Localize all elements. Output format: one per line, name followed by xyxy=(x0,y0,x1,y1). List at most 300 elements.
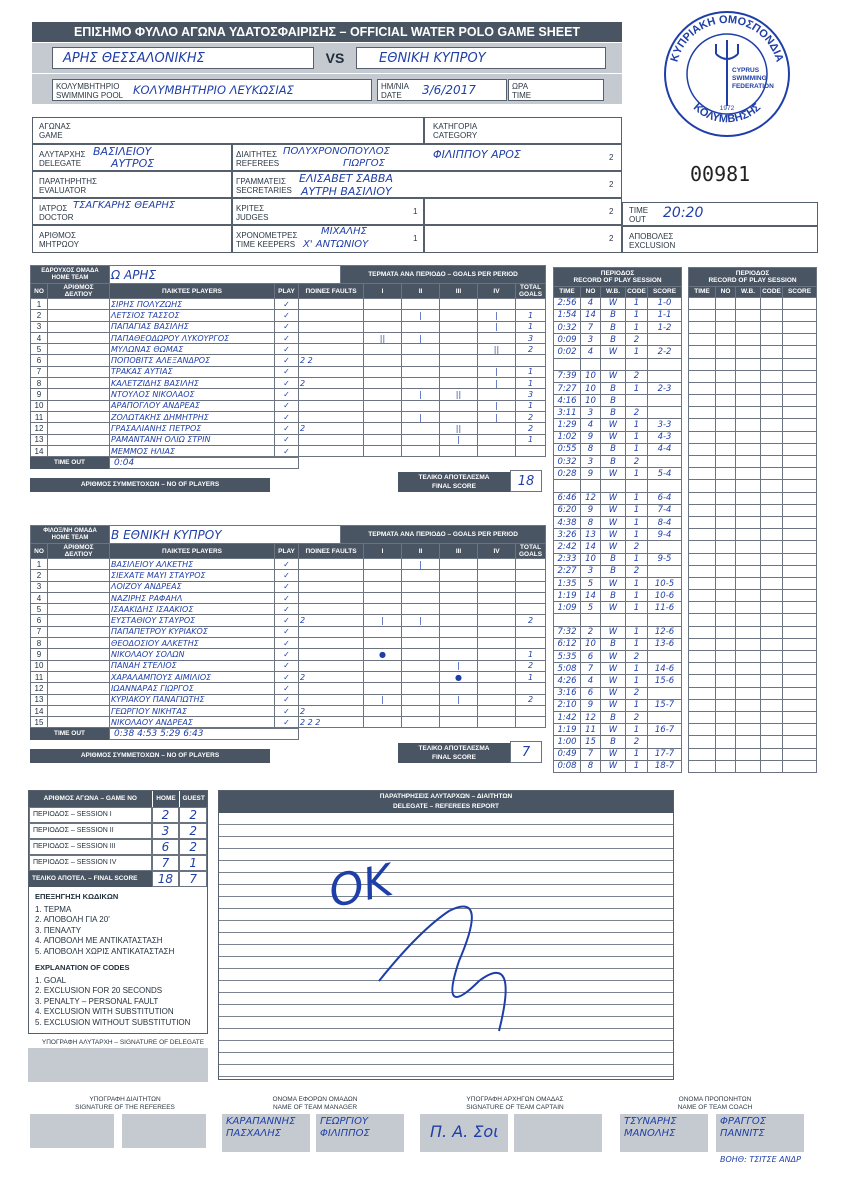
player-goals-p4 xyxy=(478,683,516,694)
record-row xyxy=(554,443,682,455)
player-goals-p4 xyxy=(478,626,516,637)
record-row-empty xyxy=(689,321,817,333)
player-play: ✓ xyxy=(275,310,299,321)
record-row-empty xyxy=(689,358,817,370)
player-name: ΠΟΠΟΒΙΤΣ ΑΛΕΞΑΝΔΡΟΣ xyxy=(110,355,275,366)
player-goals-p3 xyxy=(440,604,478,615)
record-cell: 7 xyxy=(581,748,601,760)
record-cell xyxy=(626,480,648,492)
record-row-empty xyxy=(689,687,817,699)
player-goals-p1 xyxy=(364,705,402,716)
player-play: ✓ xyxy=(275,626,299,637)
record-row xyxy=(554,334,682,346)
player-goals-p2: | xyxy=(402,332,440,343)
player-registry xyxy=(48,592,110,603)
record-cell: 1 xyxy=(626,468,648,480)
category-field: ΚΑΤΗΓΟΡΙΑ CATEGORY xyxy=(424,117,622,144)
player-goals-p3 xyxy=(440,705,478,716)
player-play: ✓ xyxy=(275,366,299,377)
player-goals-p2 xyxy=(402,683,440,694)
player-goals-p4 xyxy=(478,389,516,400)
player-total-goals xyxy=(516,355,546,366)
record-cell: 15-6 xyxy=(648,675,682,687)
judges-field: ΚΡΙΤΕΣ JUDGES 1 xyxy=(232,198,424,225)
player-play: ✓ xyxy=(275,581,299,592)
player-goals-p2 xyxy=(402,581,440,592)
record-cell: 1:09 xyxy=(554,602,581,614)
record-cell: 1:00 xyxy=(554,736,581,748)
record-cell: B xyxy=(601,395,626,407)
player-no: 7 xyxy=(31,626,48,637)
player-faults xyxy=(299,604,364,615)
guest-player-row xyxy=(31,683,546,694)
player-goals-p3 xyxy=(440,321,478,332)
record-cell: B xyxy=(601,638,626,650)
player-registry xyxy=(48,615,110,626)
player-goals-p4 xyxy=(478,581,516,592)
record-cell xyxy=(581,480,601,492)
player-play: ✓ xyxy=(275,660,299,671)
player-registry xyxy=(48,649,110,660)
goals-per-period-header: ΤΕΡΜΑΤΑ ΑΝΑ ΠΕΡΙΟΔΟ – GOALS PER PERIOD xyxy=(341,266,546,284)
guest-footer: TIME OUT 0:38 4:53 5:29 6:43 xyxy=(30,728,545,740)
record-cell: 2 xyxy=(626,456,648,468)
record-cell: W xyxy=(601,602,626,614)
record-row xyxy=(554,358,682,370)
record-cell: 2 xyxy=(581,626,601,638)
player-total-goals: 2 xyxy=(516,660,546,671)
player-goals-p3 xyxy=(440,626,478,637)
record-cell: 9-4 xyxy=(648,529,682,541)
player-total-goals xyxy=(516,683,546,694)
player-total-goals xyxy=(516,705,546,716)
player-registry xyxy=(48,299,110,310)
record-cell: 3 xyxy=(581,334,601,346)
player-play: ✓ xyxy=(275,705,299,716)
record-row-empty xyxy=(689,529,817,541)
player-total-goals xyxy=(516,299,546,310)
player-goals-p1: ● xyxy=(364,649,402,660)
guest-player-row xyxy=(31,592,546,603)
player-registry xyxy=(48,638,110,649)
record-cell: 0:32 xyxy=(554,321,581,333)
record-row-empty xyxy=(689,711,817,723)
record-row-empty xyxy=(689,480,817,492)
record-row xyxy=(554,480,682,492)
record-cell: 6-4 xyxy=(648,492,682,504)
record-cell: 1 xyxy=(626,443,648,455)
guest-team-name: ΕΘΝΙΚΗ ΚΥΠΡΟΥ xyxy=(356,47,606,69)
player-registry xyxy=(48,344,110,355)
player-goals-p4: | xyxy=(478,400,516,411)
record-cell: 3 xyxy=(581,407,601,419)
record-cell: 2 xyxy=(626,334,648,346)
player-total-goals: 3 xyxy=(516,389,546,400)
player-play: ✓ xyxy=(275,445,299,456)
guest-player-row xyxy=(31,671,546,682)
record-cell: 6 xyxy=(581,651,601,663)
player-goals-p4 xyxy=(478,434,516,445)
player-faults xyxy=(299,592,364,603)
home-player-row xyxy=(31,400,546,411)
record-row xyxy=(554,553,682,565)
record-row xyxy=(554,602,682,614)
player-total-goals: 1 xyxy=(516,310,546,321)
player-registry xyxy=(48,559,110,570)
player-no: 4 xyxy=(31,592,48,603)
home-team-name: ΑΡΗΣ ΘΕΣΣΑΛΟΝΙΚΗΣ xyxy=(52,47,314,69)
player-registry xyxy=(48,434,110,445)
record-cell: 1:19 xyxy=(554,590,581,602)
player-no: 14 xyxy=(31,705,48,716)
record-cell: W xyxy=(601,724,626,736)
record-row-empty xyxy=(689,614,817,626)
player-total-goals xyxy=(516,717,546,728)
player-goals-p3: | xyxy=(440,660,478,671)
player-goals-p3 xyxy=(440,355,478,366)
player-registry xyxy=(48,717,110,728)
record-row xyxy=(554,456,682,468)
logo-l2: SWIMMING xyxy=(732,75,767,82)
player-no: 3 xyxy=(31,581,48,592)
player-goals-p2 xyxy=(402,321,440,332)
record-cell: 8-4 xyxy=(648,516,682,528)
sheet-number: 00981 xyxy=(690,162,751,186)
record-cell: 5-4 xyxy=(648,468,682,480)
record-cell: B xyxy=(601,711,626,723)
record-row-empty xyxy=(689,590,817,602)
record-cell: 1 xyxy=(626,663,648,675)
record-cell: 1 xyxy=(626,553,648,565)
guest-team-table: ΦΙΛΟΞ/ΝΗ ΟΜΑΔΑ HOME TEAM Β ΕΘΝΙΚΗ ΚΥΠΡΟΥ ΤΕΡΜΑΤΑ ΑΝΑ ΠΕΡΙΟΔΟ – GOALS PER PERIOD ΝΟ ΑΡΙΘΜΟΣ ΔΕΛΤΙΟΥ ΠΑΙΚΤΕΣ PLAYERS PLAY ΠΟΙΝΕΣ FAULTS I II III IV TOTAL GOALS 1 ΒΑΣΙΛΕΙΟΥ ΑΛΚΕΤΗΣ ✓ | 2 ΣΙΕΧΑΤΕ ΜΑΥΙ ΣΤΑΥΡΟΣ ✓ 3 ΛΟΙΖΟΥ ΑΝΔΡΕΑΣ ✓ 4 ΝΑΖΙΡΗΣ ΡΑΦΑΗΛ ✓ 5 ΙΣΑΑΚΙΔΗΣ ΙΣΑΑΚΙΟΣ ✓ 6 ΕΥΣΤΑΘΙΟΥ ΣΤΑΥΡΟΣ ✓ 2 | | 2 7 ΠΑΠΑΠΕΤΡΟΥ ΚΥΡΙΑΚΟΣ ✓ 8 ΘΕΟΔΟΣΙΟΥ ΑΛΚΕΤΗΣ ✓ 9 ΝΙΚΟΛΑΟΥ ΣΟΛΩΝ ✓ ● 1 10 ΠΑΝΑΗ ΣΤΕΛΙΟΣ ✓ | 2 11 ΧΑΡΑΛΑΜΠΟΥΣ ΑΙΜΙΛΙΟΣ ✓ 2 ● 1 12 ΙΩΑΝΝΑΡΑΣ ΓΙΩΡΓΟΣ ✓ 13 ΚΥΡΙΑΚΟΥ ΠΑΝΑΓΙΩΤΗΣ ✓ | | 2 14 ΓΕΩΡΓΙΟΥ ΝΙΚΗΤΑΣ ✓ 2 15 ΝΙΚΟΛΑΟΥ ΑΝΔΡΕΑΣ ✓ 2 2 2 xyxy=(30,525,546,728)
player-registry xyxy=(48,683,110,694)
player-faults xyxy=(299,400,364,411)
player-play: ✓ xyxy=(275,638,299,649)
record-cell: 2 xyxy=(626,736,648,748)
code-item: 4. ΑΠΟΒΟΛΗ ΜΕ ΑΝΤΙΚΑΤΑΣΤΑΣΗ xyxy=(35,936,163,945)
record-cell: 1 xyxy=(626,504,648,516)
player-goals-p2 xyxy=(402,705,440,716)
logo-ring-bottom: ΚΟΛΥΜΒΗΣΗΣ xyxy=(690,101,764,126)
player-goals-p2 xyxy=(402,694,440,705)
player-faults: 2 2 xyxy=(299,355,364,366)
player-name: ΠΑΠΑΓΙΑΣ ΒΑΣΙΛΗΣ xyxy=(110,321,275,332)
record-cell: 9 xyxy=(581,431,601,443)
player-no: 10 xyxy=(31,660,48,671)
record-cell: 8 xyxy=(581,516,601,528)
home-coach-box: ΤΣΥΝΑΡΗΣ ΜΑΝΟΛΗΣ xyxy=(620,1114,708,1152)
record-cell: 2:42 xyxy=(554,541,581,553)
player-registry xyxy=(48,411,110,422)
player-goals-p1 xyxy=(364,389,402,400)
player-faults xyxy=(299,411,364,422)
player-play: ✓ xyxy=(275,671,299,682)
guest-player-row xyxy=(31,604,546,615)
home-team-label: Ω ΑΡΗΣ xyxy=(110,266,341,284)
record-cell: 12 xyxy=(581,711,601,723)
record-cell: 4 xyxy=(581,419,601,431)
record-cell: B xyxy=(601,309,626,321)
record-row-empty xyxy=(689,565,817,577)
record-row xyxy=(554,675,682,687)
record-cell: 1:29 xyxy=(554,419,581,431)
logo-l1: CYPRUS xyxy=(732,67,760,74)
record-cell: W xyxy=(601,431,626,443)
assistant-coach-note: ΒΟΗΘ: ΤΣΙΤΣΕ ΑΝΔΡ xyxy=(720,1155,801,1164)
player-play: ✓ xyxy=(275,400,299,411)
guest-captain-box xyxy=(514,1114,602,1152)
code-item: 5. ΑΠΟΒΟΛΗ ΧΩΡΙΣ ΑΝΤΙΚΑΤΑΣΤΑΣΗ xyxy=(35,946,175,956)
record-cell: 1 xyxy=(626,346,648,358)
player-goals-p4 xyxy=(478,694,516,705)
record-cell: W xyxy=(601,687,626,699)
record-cell: 13 xyxy=(581,529,601,541)
player-goals-p1 xyxy=(364,423,402,434)
record-cell: 1 xyxy=(626,602,648,614)
player-goals-p1 xyxy=(364,344,402,355)
player-total-goals xyxy=(516,638,546,649)
player-goals-p1 xyxy=(364,660,402,671)
player-goals-p1 xyxy=(364,299,402,310)
record-cell: 1-1 xyxy=(648,309,682,321)
session-score-row: ΠΕΡΙΟΔΟΣ – SESSION III 6 2 xyxy=(29,839,207,855)
record-row xyxy=(554,407,682,419)
player-name: ΘΕΟΔΟΣΙΟΥ ΑΛΚΕΤΗΣ xyxy=(110,638,275,649)
player-goals-p3 xyxy=(440,592,478,603)
final-score-row: ΤΕΛΙΚΟ ΑΠΟΤΕΛ. – FINAL SCORE 18 7 xyxy=(29,871,207,887)
player-goals-p1 xyxy=(364,378,402,389)
player-goals-p4 xyxy=(478,717,516,728)
record-cell: W xyxy=(601,748,626,760)
guest-player-row xyxy=(31,559,546,570)
player-goals-p4 xyxy=(478,355,516,366)
federation-logo xyxy=(656,10,798,138)
time-field: ΩΡΑ TIME xyxy=(508,79,604,101)
record-cell xyxy=(601,614,626,626)
record-row xyxy=(554,651,682,663)
player-name: ΛΕΤΣΙΟΣ ΤΑΣΣΟΣ xyxy=(110,310,275,321)
record-row xyxy=(554,663,682,675)
player-registry xyxy=(48,671,110,682)
record-cell: 1-0 xyxy=(648,297,682,309)
player-no: 6 xyxy=(31,355,48,366)
session-score-row: ΠΕΡΙΟΔΟΣ – SESSION II 3 2 xyxy=(29,823,207,839)
record-cell: 14-6 xyxy=(648,663,682,675)
player-goals-p4 xyxy=(478,592,516,603)
player-no: 1 xyxy=(31,299,48,310)
record-cell: 1:02 xyxy=(554,431,581,443)
judges-field-2: 2 xyxy=(424,198,622,225)
record-cell: 6 xyxy=(581,687,601,699)
player-name: ΑΡΑΠΟΓΛΟΥ ΑΝΔΡΕΑΣ xyxy=(110,400,275,411)
player-registry xyxy=(48,445,110,456)
record-cell: B xyxy=(601,565,626,577)
record-row-empty xyxy=(689,370,817,382)
record-row-empty xyxy=(689,309,817,321)
player-goals-p1 xyxy=(364,559,402,570)
record-cell: 6:20 xyxy=(554,504,581,516)
record-row xyxy=(554,529,682,541)
player-goals-p3 xyxy=(440,683,478,694)
player-total-goals xyxy=(516,559,546,570)
record-cell: 8 xyxy=(581,760,601,772)
player-faults xyxy=(299,683,364,694)
player-faults: 2 xyxy=(299,705,364,716)
record-row xyxy=(554,711,682,723)
player-faults: 2 xyxy=(299,378,364,389)
player-no: 5 xyxy=(31,344,48,355)
player-play: ✓ xyxy=(275,344,299,355)
record-cell xyxy=(554,614,581,626)
player-play: ✓ xyxy=(275,683,299,694)
record-cell: W xyxy=(601,577,626,589)
record-row xyxy=(554,346,682,358)
record-cell: 5:35 xyxy=(554,651,581,663)
player-total-goals: 1 xyxy=(516,366,546,377)
guest-final-score: 7 xyxy=(510,741,542,763)
record-cell: 7:32 xyxy=(554,626,581,638)
record-row xyxy=(554,748,682,760)
record-cell: 11-6 xyxy=(648,602,682,614)
record-cell: 10 xyxy=(581,382,601,394)
record-cell xyxy=(648,614,682,626)
player-goals-p3 xyxy=(440,378,478,389)
record-cell: 4:38 xyxy=(554,516,581,528)
record-cell: 1 xyxy=(626,419,648,431)
record-row xyxy=(554,419,682,431)
record-cell xyxy=(648,334,682,346)
record-cell xyxy=(554,480,581,492)
record-row-empty xyxy=(689,602,817,614)
record-row-empty xyxy=(689,504,817,516)
score-summary: ΑΡΙΘΜΟΣ ΑΓΩΝΑ – GAME NO HOME GUEST ΠΕΡΙΟΔΟΣ – SESSION I 2 2 ΠΕΡΙΟΔΟΣ – SESSION II 3 2 ΠΕΡΙΟΔΟΣ – SESSION III 6 2 ΠΕΡΙΟΔΟΣ – SESSION IV 7 1 ΤΕΛΙΚΟ ΑΠΟΤΕΛ. – FINAL SCORE 18 7 ΕΠΕΞΗΓΗΣΗ ΚΩΔΙΚΩΝ 1. ΤΕΡΜΑ 2. ΑΠΟΒΟΛΗ ΓΙΑ 20' 3. ΠΕΝΑΛΤΥ 4. ΑΠΟΒΟΛΗ ΜΕ ΑΝΤΙΚΑΤΑΣΤΑΣΗ 5. ΑΠΟΒΟΛΗ ΧΩΡΙΣ ΑΝΤΙΚΑΤΑΣΤΑΣΗ EXPLANATION OF CODES 1. GOAL 2. EXCLUSION FOR 20 SECONDS 3. PENALTY – PERSONAL FAULT 4. EXCLUSION WITH SUBSTITUTION 5. EXCLUSION WITHOUT SUBSTITUTION xyxy=(28,790,208,1034)
player-name: ΣΙΕΧΑΤΕ ΜΑΥΙ ΣΤΑΥΡΟΣ xyxy=(110,570,275,581)
player-goals-p3 xyxy=(440,411,478,422)
home-footer: TIME OUT 0:04 xyxy=(30,457,545,469)
record-cell: 5 xyxy=(581,602,601,614)
record-cell: 11 xyxy=(581,724,601,736)
record-cell: 2 xyxy=(626,565,648,577)
player-name: ΜΕΜΜΟΣ ΗΛΙΑΣ xyxy=(110,445,275,456)
player-no: 15 xyxy=(31,717,48,728)
player-goals-p2 xyxy=(402,445,440,456)
record-cell: 1:42 xyxy=(554,711,581,723)
record-row xyxy=(554,321,682,333)
record-row-empty xyxy=(689,443,817,455)
player-total-goals: 2 xyxy=(516,615,546,626)
player-play: ✓ xyxy=(275,615,299,626)
record-cell: W xyxy=(601,346,626,358)
player-goals-p3: ● xyxy=(440,671,478,682)
player-faults xyxy=(299,332,364,343)
record-cell: 10-5 xyxy=(648,577,682,589)
player-goals-p3 xyxy=(440,649,478,660)
player-goals-p3 xyxy=(440,332,478,343)
record-cell: 1 xyxy=(626,297,648,309)
record-cell: 7:27 xyxy=(554,382,581,394)
record-cell: 12-6 xyxy=(648,626,682,638)
record-cell: 4-4 xyxy=(648,443,682,455)
home-captain-box: Π. Α. Σοι xyxy=(420,1114,508,1152)
player-registry xyxy=(48,570,110,581)
player-name: ΝΙΚΟΛΑΟΥ ΣΟΛΩΝ xyxy=(110,649,275,660)
player-no: 8 xyxy=(31,378,48,389)
player-registry xyxy=(48,378,110,389)
guest-player-row xyxy=(31,705,546,716)
player-goals-p1 xyxy=(364,411,402,422)
record-of-play-2: ΠΕΡΙΟΔΟΣ RECORD OF PLAY SESSION TIME NO W.B. CODE SCORE xyxy=(688,267,816,773)
record-cell: 2 xyxy=(626,370,648,382)
record-row-empty xyxy=(689,407,817,419)
record-cell: 0:08 xyxy=(554,760,581,772)
player-goals-p3 xyxy=(440,400,478,411)
player-goals-p2 xyxy=(402,434,440,445)
record-row-empty xyxy=(689,468,817,480)
player-goals-p1 xyxy=(364,570,402,581)
record-cell: 1:35 xyxy=(554,577,581,589)
player-goals-p1 xyxy=(364,581,402,592)
player-goals-p2 xyxy=(402,366,440,377)
player-goals-p4: | xyxy=(478,378,516,389)
record-cell: 1 xyxy=(626,675,648,687)
guest-head1: ΦΙΛΟΞ/ΝΗ ΟΜΑΔΑ xyxy=(43,527,97,534)
team-coach-label: ΟΝΟΜΑ ΠΡΟΠΟΝΗΤΩΝ NAME OF TEAM COACH xyxy=(677,1096,753,1111)
referees-signature-label: ΥΠΟΓΡΑΦΗ ΔΙΑΙΤΗΤΩΝ SIGNATURE OF THE REFEREES xyxy=(75,1096,175,1111)
player-name: ΒΑΣΙΛΕΙΟΥ ΑΛΚΕΤΗΣ xyxy=(110,559,275,570)
player-total-goals: 1 xyxy=(516,400,546,411)
player-goals-p4 xyxy=(478,638,516,649)
record-cell: 1 xyxy=(626,309,648,321)
player-total-goals xyxy=(516,604,546,615)
player-goals-p3 xyxy=(440,581,478,592)
record-cell: 1 xyxy=(626,724,648,736)
record-cell xyxy=(601,480,626,492)
player-play: ✓ xyxy=(275,559,299,570)
record-row xyxy=(554,492,682,504)
record-cell xyxy=(648,407,682,419)
player-goals-p2: | xyxy=(402,615,440,626)
pool-field: ΚΟΛΥΜΒΗΤΗΡΙΟ SWIMMING POOL ΚΟΛΥΜΒΗΤΗΡΙΟ ΛΕΥΚΩΣΙΑΣ xyxy=(52,79,372,101)
player-goals-p3 xyxy=(440,615,478,626)
code-item: 2. EXCLUSION FOR 20 SECONDS xyxy=(35,986,163,995)
player-goals-p4 xyxy=(478,671,516,682)
record-cell xyxy=(648,395,682,407)
guest-player-row xyxy=(31,581,546,592)
guest-coach-box: ΦΡΑΓΓΟΣ ΠΑΝΝΙΤΣ xyxy=(716,1114,804,1152)
record-cell: 0:55 xyxy=(554,443,581,455)
record-row-empty xyxy=(689,577,817,589)
player-registry xyxy=(48,355,110,366)
player-goals-p1 xyxy=(364,671,402,682)
player-total-goals: 1 xyxy=(516,434,546,445)
record-cell: 10 xyxy=(581,638,601,650)
player-no: 13 xyxy=(31,694,48,705)
player-registry xyxy=(48,423,110,434)
player-goals-p4: | xyxy=(478,321,516,332)
record-row-empty xyxy=(689,346,817,358)
record-cell: 1 xyxy=(626,699,648,711)
player-goals-p1 xyxy=(364,717,402,728)
record-row-empty xyxy=(689,395,817,407)
record-cell: B xyxy=(601,456,626,468)
record-cell: 9 xyxy=(581,699,601,711)
player-goals-p1 xyxy=(364,604,402,615)
record-cell: W xyxy=(601,699,626,711)
player-registry xyxy=(48,310,110,321)
record-cell: 1 xyxy=(626,577,648,589)
player-goals-p3 xyxy=(440,344,478,355)
record-row-empty xyxy=(689,419,817,431)
